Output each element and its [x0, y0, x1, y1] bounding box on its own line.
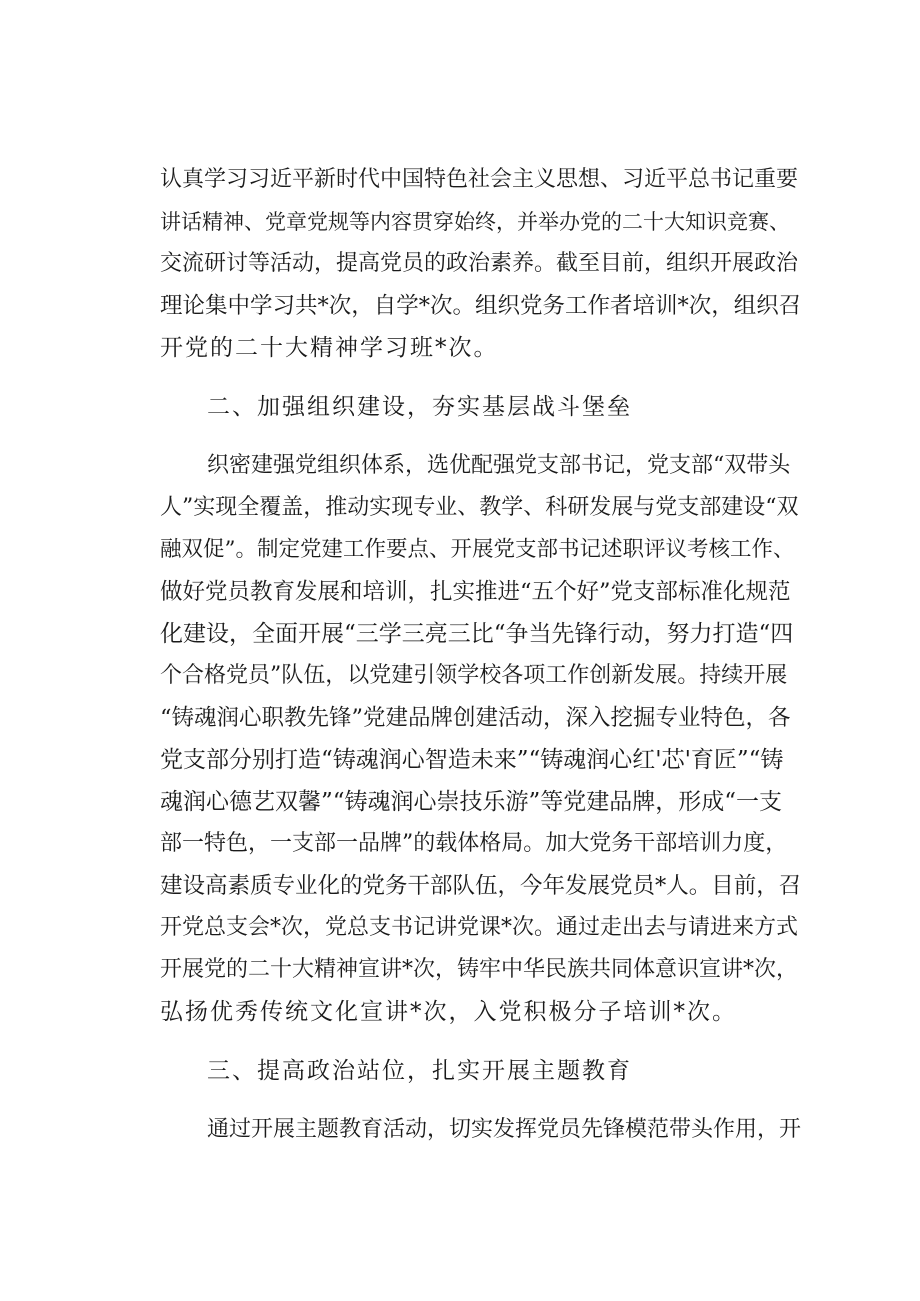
paragraph-line: 理论集中学习共*次，自学*次。组织党务工作者培训*次，组织召 [160, 293, 802, 319]
paragraph-line: 化建设，全面开展“三学三亮三比“争当先锋行动，努力打造“四 [160, 621, 794, 647]
paragraph-study [160, 159, 800, 369]
paragraph-line: 交流研讨等活动，提高党员的政治素养。截至目前，组织开展政治 [160, 251, 799, 276]
paragraph-line: 讲话精神、党章党规等内容贯穿始终，并举办党的二十大知识竞赛、 [160, 210, 790, 234]
paragraph-organization [160, 445, 800, 1033]
document-body [160, 159, 800, 1151]
paragraph-line: 开党的二十大精神学习班*次。 [160, 335, 499, 361]
paragraph-line: 融双促”。制定党建工作要点、开展党支部书记述职评议考核工作、 [160, 537, 795, 562]
paragraph-line: 做好党员教育发展和培训，扎实推进“五个好”党支部标准化规范 [160, 579, 791, 605]
paragraph-line: 部一特色，一支部一品牌”的载体格局。加大党务干部培训力度， [160, 831, 788, 856]
paragraph-theme-education [160, 1109, 800, 1151]
paragraph-line: 建设高素质专业化的党务干部队伍，今年发展党员*人。目前，召 [160, 873, 802, 899]
section-heading-organization: 二、加强组织建设，夯实基层战斗堡垒 [207, 394, 632, 420]
section-heading-theme-education: 三、提高政治站位，扎实开展主题教育 [207, 1058, 632, 1084]
paragraph-line: 弘扬优秀传统文化宣讲*次，入党积极分子培训*次。 [160, 999, 737, 1025]
paragraph-line: “铸魂润心职教先锋”党建品牌创建活动，深入挖掘专业特色，各 [160, 705, 791, 731]
paragraph-line: 魂润心德艺双馨”“铸魂润心崇技乐游”等党建品牌，形成“一支 [160, 789, 783, 815]
paragraph-line: 个合格党员”队伍，以党建引领学校各项工作创新发展。持续开展 [160, 663, 788, 688]
paragraph-line: 认真学习习近平新时代中国特色社会主义思想、习近平总书记重要 [160, 167, 799, 192]
paragraph-line: 开展党的二十大精神宣讲*次，铸牢中华民族共同体意识宣讲*次， [160, 957, 799, 982]
paragraph-line: 通过开展主题教育活动，切实发挥党员先锋模范带头作用，开 [207, 1117, 802, 1142]
paragraph-line: 织密建强党组织体系，选优配强党支部书记，党支部“双带头 [207, 453, 791, 478]
paragraph-line: 党支部分别打造“铸魂润心智造未来”“铸魂润心红'芯'育匠”“铸 [160, 747, 784, 773]
paragraph-line: 开党总支会*次，党总支书记讲党课*次。通过走出去与请进来方式 [160, 915, 799, 940]
paragraph-line: 人”实现全覆盖，推动实现专业、教学、科研发展与党支部建设“双 [160, 495, 799, 520]
